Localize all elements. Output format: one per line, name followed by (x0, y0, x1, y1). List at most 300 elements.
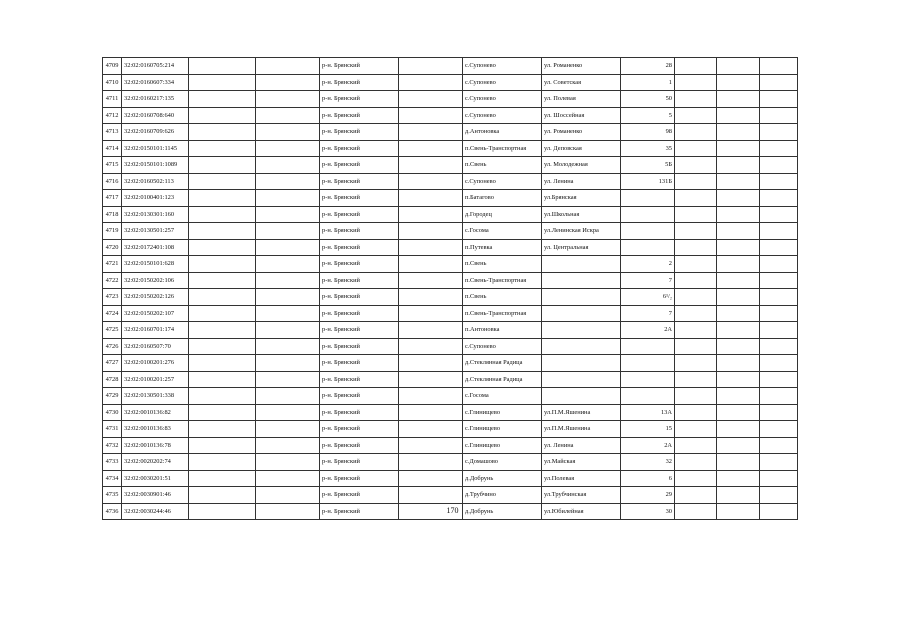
cell-row-number: 4722 (103, 272, 122, 289)
cell-col-4 (256, 404, 320, 421)
cell-row-number: 4718 (103, 206, 122, 223)
cell-row-number: 4721 (103, 256, 122, 273)
cell-col-4 (256, 107, 320, 124)
cell-col-11 (717, 454, 760, 471)
cell-district: р-н. Брянский (320, 404, 399, 421)
cell-col-10 (675, 289, 717, 306)
cell-house-number (621, 239, 675, 256)
cell-col-4 (256, 58, 320, 75)
cell-cadastral-number: 32:02:0100401:123 (122, 190, 189, 207)
cell-col-3 (189, 454, 256, 471)
cell-cadastral-number: 32:02:0010136:83 (122, 421, 189, 438)
cell-cadastral-number: 32:02:0160701:174 (122, 322, 189, 339)
cell-col-11 (717, 206, 760, 223)
cell-settlement: с.Глинищево (463, 404, 542, 421)
cell-row-number: 4731 (103, 421, 122, 438)
cell-cadastral-number: 32:02:0130501:338 (122, 388, 189, 405)
cell-col-10 (675, 223, 717, 240)
cell-col-4 (256, 487, 320, 504)
cell-cadastral-number: 32:02:0150202:107 (122, 305, 189, 322)
cell-col-3 (189, 437, 256, 454)
cell-col-12 (760, 371, 798, 388)
cell-col-4 (256, 124, 320, 141)
cell-col-11 (717, 124, 760, 141)
cell-row-number: 4714 (103, 140, 122, 157)
cell-col-4 (256, 289, 320, 306)
cell-street: ул. Романенко (542, 124, 621, 141)
cell-col-6 (399, 404, 463, 421)
cell-col-10 (675, 305, 717, 322)
table-row (103, 454, 798, 471)
cell-row-number: 4717 (103, 190, 122, 207)
cell-house-number: 1 (621, 74, 675, 91)
cell-col-12 (760, 289, 798, 306)
cell-col-3 (189, 487, 256, 504)
cell-row-number: 4725 (103, 322, 122, 339)
cell-district: р-н. Брянский (320, 421, 399, 438)
cell-col-10 (675, 404, 717, 421)
cell-row-number: 4728 (103, 371, 122, 388)
cell-col-11 (717, 272, 760, 289)
table-row (103, 91, 798, 108)
cell-district: р-н. Брянский (320, 58, 399, 75)
cell-col-12 (760, 355, 798, 372)
cell-col-3 (189, 355, 256, 372)
cell-settlement: с.Госома (463, 388, 542, 405)
cell-col-4 (256, 190, 320, 207)
cell-street: ул. Романенко (542, 58, 621, 75)
cell-settlement: д.Стеклянная Радица (463, 355, 542, 372)
cell-col-12 (760, 107, 798, 124)
table-row (103, 58, 798, 75)
cell-col-10 (675, 206, 717, 223)
cell-settlement: п.Путевка (463, 239, 542, 256)
cell-row-number: 4720 (103, 239, 122, 256)
cell-col-12 (760, 322, 798, 339)
cell-col-4 (256, 173, 320, 190)
cell-street: ул. Советская (542, 74, 621, 91)
cell-street (542, 338, 621, 355)
cell-col-12 (760, 91, 798, 108)
cell-col-6 (399, 305, 463, 322)
cell-row-number: 4709 (103, 58, 122, 75)
cell-col-10 (675, 190, 717, 207)
cell-row-number: 4736 (103, 503, 122, 520)
cell-col-4 (256, 206, 320, 223)
cell-col-3 (189, 272, 256, 289)
cell-row-number: 4712 (103, 107, 122, 124)
cell-cadastral-number: 32:02:0150101:628 (122, 256, 189, 273)
cell-col-10 (675, 256, 717, 273)
cell-district: р-н. Брянский (320, 107, 399, 124)
cell-district: р-н. Брянский (320, 74, 399, 91)
table-row (103, 355, 798, 372)
cell-row-number: 4711 (103, 91, 122, 108)
table-row (103, 421, 798, 438)
cell-col-3 (189, 107, 256, 124)
cell-row-number: 4729 (103, 388, 122, 405)
cell-house-number: 2А (621, 322, 675, 339)
cell-cadastral-number: 32:02:0030901:46 (122, 487, 189, 504)
cell-settlement: д.Городец (463, 206, 542, 223)
cell-col-10 (675, 239, 717, 256)
cell-col-4 (256, 470, 320, 487)
cell-col-11 (717, 338, 760, 355)
cell-col-6 (399, 58, 463, 75)
cell-cadastral-number: 32:02:0150101:1089 (122, 157, 189, 174)
cell-col-4 (256, 388, 320, 405)
cell-street: ул.Юбилейная (542, 503, 621, 520)
cell-col-10 (675, 157, 717, 174)
cell-col-3 (189, 124, 256, 141)
table-row (103, 124, 798, 141)
cell-col-11 (717, 91, 760, 108)
cell-col-12 (760, 470, 798, 487)
cell-col-12 (760, 421, 798, 438)
cell-street: ул. Ленина (542, 173, 621, 190)
cell-col-6 (399, 157, 463, 174)
cell-col-4 (256, 157, 320, 174)
cell-house-number: 5Б (621, 157, 675, 174)
cell-col-6 (399, 487, 463, 504)
cell-settlement: с.Супонево (463, 74, 542, 91)
cell-col-6 (399, 173, 463, 190)
cell-col-6 (399, 239, 463, 256)
cell-settlement: п.Свень (463, 289, 542, 306)
cell-settlement: с.Глинищево (463, 437, 542, 454)
cell-col-4 (256, 272, 320, 289)
table-row (103, 74, 798, 91)
cell-col-3 (189, 58, 256, 75)
cell-house-number: 29 (621, 487, 675, 504)
cell-street (542, 272, 621, 289)
table-row (103, 289, 798, 306)
cell-cadastral-number: 32:02:0130501:257 (122, 223, 189, 240)
cell-house-number: 13А (621, 404, 675, 421)
cell-street: ул.П.М.Яшенина (542, 404, 621, 421)
cell-col-3 (189, 173, 256, 190)
cell-col-6 (399, 107, 463, 124)
cell-street (542, 305, 621, 322)
cell-district: р-н. Брянский (320, 239, 399, 256)
cell-row-number: 4719 (103, 223, 122, 240)
cell-street: ул. Центральная (542, 239, 621, 256)
cell-col-6 (399, 206, 463, 223)
cell-row-number: 4715 (103, 157, 122, 174)
table-body (103, 58, 798, 520)
table-row (103, 157, 798, 174)
cell-district: р-н. Брянский (320, 124, 399, 141)
cell-col-4 (256, 239, 320, 256)
cell-col-10 (675, 421, 717, 438)
cell-district: р-н. Брянский (320, 223, 399, 240)
table-row (103, 470, 798, 487)
cell-district: р-н. Брянский (320, 470, 399, 487)
cell-col-6 (399, 470, 463, 487)
cell-settlement: с.Супонево (463, 91, 542, 108)
cell-col-4 (256, 437, 320, 454)
cell-settlement: с.Домашово (463, 454, 542, 471)
cell-col-12 (760, 223, 798, 240)
cell-col-12 (760, 305, 798, 322)
cell-col-11 (717, 421, 760, 438)
cell-district: р-н. Брянский (320, 388, 399, 405)
cell-settlement: с.Супонево (463, 58, 542, 75)
table-row (103, 437, 798, 454)
cell-col-10 (675, 371, 717, 388)
cell-col-10 (675, 124, 717, 141)
cell-col-12 (760, 74, 798, 91)
cell-col-10 (675, 437, 717, 454)
cell-cadastral-number: 32:02:0172401:108 (122, 239, 189, 256)
table-row (103, 305, 798, 322)
cell-col-3 (189, 470, 256, 487)
cell-col-3 (189, 190, 256, 207)
cell-col-6 (399, 338, 463, 355)
cell-cadastral-number: 32:02:0150202:106 (122, 272, 189, 289)
cell-col-11 (717, 239, 760, 256)
cell-settlement: с.Глинищево (463, 421, 542, 438)
cell-district: р-н. Брянский (320, 454, 399, 471)
cell-col-10 (675, 140, 717, 157)
cell-col-11 (717, 58, 760, 75)
cell-cadastral-number: 32:02:0150202:126 (122, 289, 189, 306)
cell-col-11 (717, 140, 760, 157)
cell-house-number (621, 338, 675, 355)
cell-col-12 (760, 173, 798, 190)
cell-col-10 (675, 454, 717, 471)
cell-col-3 (189, 371, 256, 388)
cell-col-6 (399, 124, 463, 141)
cell-col-6 (399, 74, 463, 91)
cell-col-10 (675, 322, 717, 339)
table-row (103, 190, 798, 207)
cell-col-11 (717, 74, 760, 91)
cell-settlement: д.Антоновка (463, 124, 542, 141)
cell-house-number (621, 388, 675, 405)
cell-house-number (621, 206, 675, 223)
table-row (103, 371, 798, 388)
cell-col-3 (189, 74, 256, 91)
cell-district: р-н. Брянский (320, 256, 399, 273)
cell-cadastral-number: 32:02:0150101:1145 (122, 140, 189, 157)
cell-col-4 (256, 305, 320, 322)
cell-cadastral-number: 32:02:0100201:257 (122, 371, 189, 388)
cell-col-12 (760, 272, 798, 289)
cell-col-3 (189, 338, 256, 355)
cell-col-12 (760, 190, 798, 207)
cell-street (542, 289, 621, 306)
cell-col-3 (189, 206, 256, 223)
cell-col-6 (399, 223, 463, 240)
cell-house-number: 7 (621, 272, 675, 289)
cell-street: ул.Брянская (542, 190, 621, 207)
cell-street: ул.Школьная (542, 206, 621, 223)
table-row (103, 239, 798, 256)
cell-cadastral-number: 32:02:0160705:214 (122, 58, 189, 75)
cell-row-number: 4734 (103, 470, 122, 487)
cell-col-4 (256, 223, 320, 240)
cell-street: ул. Полевая (542, 91, 621, 108)
cell-col-11 (717, 107, 760, 124)
cell-col-10 (675, 470, 717, 487)
cell-row-number: 4713 (103, 124, 122, 141)
cell-cadastral-number: 32:02:0030201:51 (122, 470, 189, 487)
cell-col-12 (760, 404, 798, 421)
cell-row-number: 4726 (103, 338, 122, 355)
cell-street (542, 256, 621, 273)
cell-col-4 (256, 454, 320, 471)
cell-col-4 (256, 338, 320, 355)
cell-col-6 (399, 437, 463, 454)
cell-col-11 (717, 157, 760, 174)
cell-settlement: п.Свень-Транспортная (463, 140, 542, 157)
cell-row-number: 4710 (103, 74, 122, 91)
cell-house-number: 32 (621, 454, 675, 471)
cell-row-number: 4723 (103, 289, 122, 306)
table-row (103, 404, 798, 421)
cell-house-number: 2 (621, 256, 675, 273)
cell-district: р-н. Брянский (320, 322, 399, 339)
cell-col-11 (717, 371, 760, 388)
cell-row-number: 4733 (103, 454, 122, 471)
cell-cadastral-number: 32:02:0160502:113 (122, 173, 189, 190)
cell-street: ул.П.М.Яшенина (542, 421, 621, 438)
cell-col-4 (256, 371, 320, 388)
cell-street: ул. Молодежная (542, 157, 621, 174)
cell-col-6 (399, 190, 463, 207)
cell-house-number: 15 (621, 421, 675, 438)
cell-col-3 (189, 256, 256, 273)
cell-col-11 (717, 190, 760, 207)
cell-col-11 (717, 305, 760, 322)
cell-street: ул. Шоссейная (542, 107, 621, 124)
cell-street: ул.Трубчинская (542, 487, 621, 504)
cell-settlement: д.Добрунь (463, 503, 542, 520)
cell-col-4 (256, 256, 320, 273)
table-row (103, 140, 798, 157)
cell-house-number (621, 371, 675, 388)
cell-row-number: 4730 (103, 404, 122, 421)
table-row (103, 223, 798, 240)
cell-district: р-н. Брянский (320, 371, 399, 388)
cell-col-12 (760, 58, 798, 75)
cell-district: р-н. Брянский (320, 305, 399, 322)
cell-col-3 (189, 91, 256, 108)
cell-cadastral-number: 32:02:0030244:46 (122, 503, 189, 520)
cell-district: р-н. Брянский (320, 140, 399, 157)
table-row (103, 388, 798, 405)
cell-col-11 (717, 404, 760, 421)
cell-settlement: с.Супонево (463, 107, 542, 124)
cell-col-11 (717, 256, 760, 273)
cell-house-number (621, 190, 675, 207)
cell-district: р-н. Брянский (320, 206, 399, 223)
cell-col-12 (760, 140, 798, 157)
cell-col-3 (189, 322, 256, 339)
cell-col-3 (189, 223, 256, 240)
cell-cadastral-number: 32:02:0160709:626 (122, 124, 189, 141)
cell-col-12 (760, 206, 798, 223)
cell-col-10 (675, 272, 717, 289)
cell-col-3 (189, 305, 256, 322)
cell-col-12 (760, 338, 798, 355)
table-row (103, 487, 798, 504)
cell-cadastral-number: 32:02:0100201:276 (122, 355, 189, 372)
cell-street: ул.Ленинская Искра (542, 223, 621, 240)
cell-cadastral-number: 32:02:0010136:78 (122, 437, 189, 454)
cell-col-6 (399, 371, 463, 388)
cell-district: р-н. Брянский (320, 190, 399, 207)
cell-cadastral-number: 32:02:0020202:74 (122, 454, 189, 471)
cell-settlement: с.Госома (463, 223, 542, 240)
registry-table (102, 57, 798, 520)
cell-col-11 (717, 437, 760, 454)
cell-street: ул.Полевая (542, 470, 621, 487)
cell-house-number (621, 223, 675, 240)
cell-row-number: 4735 (103, 487, 122, 504)
cell-house-number (621, 355, 675, 372)
cell-col-11 (717, 470, 760, 487)
cell-col-6 (399, 140, 463, 157)
cell-col-3 (189, 157, 256, 174)
cell-col-3 (189, 140, 256, 157)
cell-col-10 (675, 338, 717, 355)
cell-col-3 (189, 289, 256, 306)
cell-district: р-н. Брянский (320, 173, 399, 190)
cell-settlement: с.Супонево (463, 173, 542, 190)
cell-house-number: 6¹/₂ (621, 289, 675, 306)
cell-house-number: 28 (621, 58, 675, 75)
cell-col-3 (189, 239, 256, 256)
cell-settlement: п.Батагово (463, 190, 542, 207)
cell-col-11 (717, 322, 760, 339)
table-row (103, 107, 798, 124)
cell-settlement: с.Супонево (463, 338, 542, 355)
table-row (103, 322, 798, 339)
cell-col-4 (256, 74, 320, 91)
cell-col-10 (675, 58, 717, 75)
cell-col-6 (399, 256, 463, 273)
cell-house-number: 50 (621, 91, 675, 108)
cell-col-11 (717, 355, 760, 372)
cell-col-11 (717, 388, 760, 405)
cell-house-number: 2А (621, 437, 675, 454)
cell-row-number: 4724 (103, 305, 122, 322)
cell-district: р-н. Брянский (320, 157, 399, 174)
cell-col-10 (675, 355, 717, 372)
cell-house-number: 35 (621, 140, 675, 157)
cell-col-6 (399, 91, 463, 108)
cell-cadastral-number: 32:02:0010136:82 (122, 404, 189, 421)
cell-district: р-н. Брянский (320, 289, 399, 306)
cell-col-6 (399, 454, 463, 471)
cell-row-number: 4732 (103, 437, 122, 454)
cell-col-6 (399, 289, 463, 306)
table-row (103, 256, 798, 273)
cell-settlement: п.Свень-Транспортная (463, 305, 542, 322)
cell-street (542, 371, 621, 388)
cell-house-number: 7 (621, 305, 675, 322)
cell-col-4 (256, 322, 320, 339)
cell-house-number: 98 (621, 124, 675, 141)
cell-col-11 (717, 223, 760, 240)
cell-district: р-н. Брянский (320, 487, 399, 504)
table-row (103, 272, 798, 289)
cell-col-11 (717, 487, 760, 504)
cell-col-10 (675, 487, 717, 504)
cell-col-12 (760, 239, 798, 256)
